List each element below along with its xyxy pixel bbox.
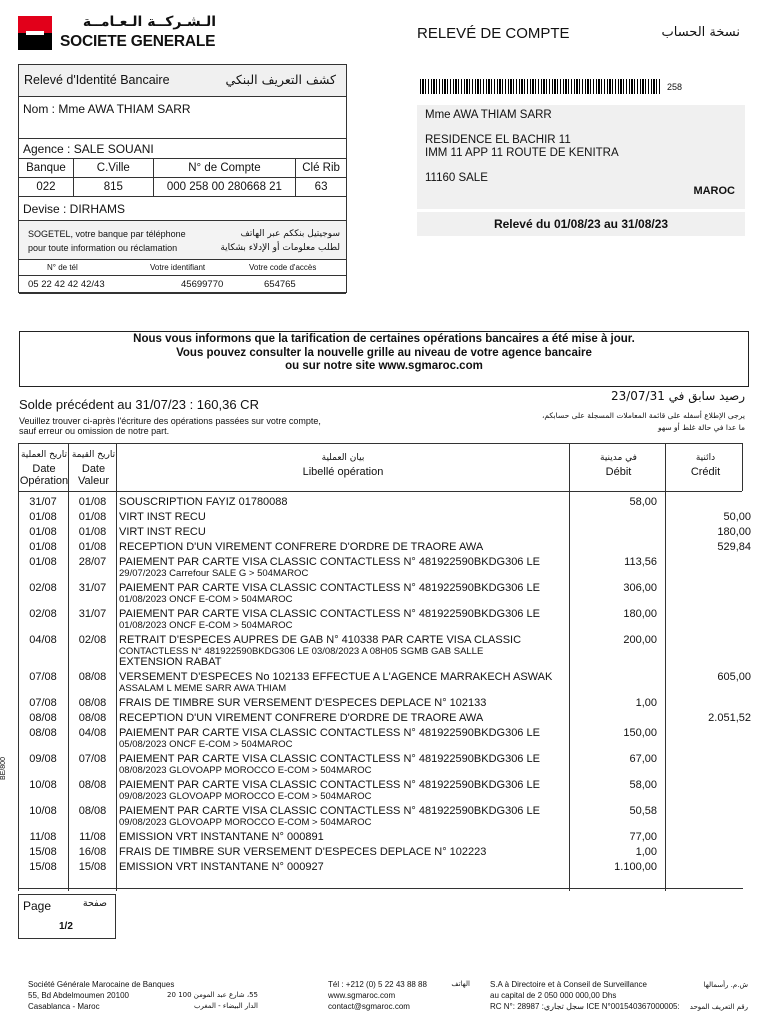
libelle-line-1: PAIEMENT PAR CARTE VISA CLASSIC CONTACTLESS N° 481922590BKDG306 LE [119, 727, 540, 739]
footer-legal [490, 979, 680, 1012]
date-operation: 07/08 [29, 671, 57, 683]
footer-phone-arabic: الهاتف [451, 980, 470, 988]
page-number: 1/2 [59, 921, 73, 932]
libelle-line-1: EMISSION VRT INSTANTANE N° 000891 [119, 831, 324, 843]
libelle-operation [119, 847, 565, 858]
date-operation: 10/08 [29, 779, 57, 791]
footer-company-ar-2: الدار البيضاء - المغرب [193, 1002, 258, 1010]
footer-website[interactable]: www.sgmaroc.com [328, 991, 396, 1000]
footer-legal-form: S.A à Directoire et à Conseil de Surveillance [490, 980, 647, 989]
date-valeur: 08/08 [78, 779, 107, 791]
date-valeur: 16/08 [78, 846, 107, 858]
rib-title: Relevé d'Identité Bancaire [24, 73, 170, 87]
header-libelle-label: Libellé opération [302, 466, 384, 478]
debit-amount: 77,00 [629, 831, 657, 843]
document-title: RELEVÉ DE COMPTE [417, 25, 570, 42]
date-operation: 15/08 [29, 861, 57, 873]
footer-legal-arabic [680, 979, 748, 1013]
libelle-line-1: FRAIS DE TIMBRE SUR VERSEMENT D'ESPECES DEPLACE N° 102133 [119, 697, 487, 709]
debit-amount: 306,00 [623, 582, 657, 594]
libelle-line-3: EXTENSION RABAT [119, 656, 222, 668]
debit-amount: 1,00 [635, 697, 657, 709]
statement-period: Relevé du 01/08/23 au 31/08/23 [417, 212, 745, 236]
debit-amount: 58,00 [629, 779, 657, 791]
sogetel-ar-line-2: لطلب معلومات أو الإدلاء بشكاية [220, 243, 340, 253]
debit-amount: 180,00 [623, 608, 657, 620]
previous-balance-arabic: رصيد سابق في 23/07/31 [610, 389, 745, 403]
debit-amount: 200,00 [623, 634, 657, 646]
phone-headers-row [19, 260, 346, 276]
footer-company-ar-1: 55، شارع عبد المومن 100 20 [167, 991, 258, 999]
libelle-operation [119, 583, 565, 605]
header-debit-label: Débit [605, 466, 632, 478]
col-banque: Banque [19, 159, 74, 178]
date-operation: 01/08 [29, 556, 57, 568]
ville-code: 815 [73, 178, 153, 197]
libelle-operation [119, 862, 565, 873]
debit-amount: 113,56 [624, 556, 657, 568]
footer-phone: Tél : +212 (0) 5 22 43 88 88 [328, 980, 427, 989]
banque-code: 022 [19, 178, 74, 197]
date-valeur: 01/08 [78, 526, 107, 538]
intro-text-arabic [480, 410, 745, 434]
address-name: Mme AWA THIAM SARR [425, 109, 552, 121]
date-operation: 02/08 [29, 582, 57, 594]
libelle-line-2: CONTACTLESS N° 481922590BKDG306 LE 03/08/2023 A 08H05 SGMB GAB SALLE [119, 646, 484, 657]
libelle-operation [119, 527, 565, 538]
access-code-header: Votre code d'accès [249, 263, 317, 272]
header-date-operation-ar: تاريخ العملية [20, 450, 68, 460]
header-credit-ar: دائنية [695, 453, 716, 463]
notice-line-3: ou sur notre site www.sgmaroc.com [285, 360, 483, 372]
phone-number: 05 22 42 42 42/43 [28, 279, 105, 290]
libelle-operation [119, 754, 565, 776]
footer-company-address: 55, Bd Abdelmoumen 20100 [28, 991, 129, 1000]
date-operation: 15/08 [29, 846, 57, 858]
credit-amount: 2.051,52 [708, 712, 751, 724]
footer-legal-ar-1: ش.م. رأسمالها [703, 981, 748, 989]
date-valeur: 08/08 [78, 697, 107, 709]
date-valeur: 04/08 [78, 727, 107, 739]
date-valeur: 01/08 [78, 541, 107, 553]
credit-amount: 605,00 [717, 671, 751, 683]
header-date-valeur-label: Date Valeur [78, 463, 109, 487]
date-operation: 01/08 [29, 541, 57, 553]
rib-table [18, 158, 347, 197]
intro-ar-line-1: يرجى الإطلاع أسفله على قائمة المعاملات المسجلة على حسابكم، [541, 411, 745, 420]
libelle-line-2: ASSALAM L MEME SARR AWA THIAM [119, 683, 287, 694]
date-operation: 11/08 [29, 831, 57, 843]
header-debit-ar: في مدينية [600, 453, 637, 463]
header-libelle [118, 452, 568, 478]
libelle-line-1: FRAIS DE TIMBRE SUR VERSEMENT D'ESPECES DEPLACE N° 102223 [119, 846, 487, 858]
col-ville: C.Ville [73, 159, 153, 178]
libelle-operation [119, 672, 565, 694]
credit-amount: 50,00 [723, 511, 751, 523]
libelle-line-1: PAIEMENT PAR CARTE VISA CLASSIC CONTACTLESS N° 481922590BKDG306 LE [119, 805, 540, 817]
sogetel-ar-line-1: سوجيتيل بنككم عبر الهاتف [240, 229, 340, 239]
libelle-line-1: VERSEMENT D'ESPECES No 102133 EFFECTUE A L'AGENCE MARRAKECH ASWAK [119, 671, 553, 683]
libelle-line-2: 09/08/2023 GLOVOAPP MOROCCO E-COM > 504MAROC [119, 791, 372, 802]
table-bottom-line [18, 888, 743, 889]
debit-amount: 150,00 [623, 727, 657, 739]
libelle-line-1: RETRAIT D'ESPECES AUPRES DE GAB N° 410338 PAR CARTE VISA CLASSIC [119, 634, 522, 646]
sogetel-text-arabic [220, 227, 340, 255]
intro-text [19, 416, 321, 436]
date-valeur: 31/07 [78, 608, 107, 620]
libelle-line-1: EMISSION VRT INSTANTANE N° 000927 [119, 861, 324, 873]
rib-header [19, 65, 346, 97]
date-valeur: 28/07 [78, 556, 107, 568]
header-date-operation-label: Date Opération [19, 463, 69, 487]
libelle-operation [119, 512, 565, 523]
access-code-value: 654765 [264, 279, 296, 290]
libelle-line-1: PAIEMENT PAR CARTE VISA CLASSIC CONTACTLESS N° 481922590BKDG306 LE [119, 753, 540, 765]
date-operation: 31/07 [29, 496, 57, 508]
footer-company-arabic [148, 990, 258, 1012]
tariff-notice [19, 331, 749, 387]
date-valeur: 31/07 [78, 582, 107, 594]
sogetel-row [19, 220, 346, 260]
date-valeur: 15/08 [78, 861, 107, 873]
debit-amount: 1,00 [635, 846, 657, 858]
account-number: 000 258 00 280668 21 [153, 178, 295, 197]
libelle-line-2: 01/08/2023 ONCF E-COM > 504MAROC [119, 594, 293, 605]
libelle-line-1: PAIEMENT PAR CARTE VISA CLASSIC CONTACTLESS N° 481922590BKDG306 LE [119, 582, 540, 594]
page-label-arabic: صفحة [82, 898, 107, 909]
header-date-valeur [70, 449, 117, 487]
identifier-header: Votre identifiant [150, 263, 206, 272]
page-label: Page [23, 899, 52, 913]
libelle-line-1: VIRT INST RECU [119, 511, 206, 523]
document-title-arabic: نسخة الحساب [661, 25, 740, 40]
date-valeur: 07/08 [78, 753, 107, 765]
header-date-valeur-ar: تاريخ القيمة [71, 450, 116, 460]
address-city: 11160 SALE [425, 172, 488, 184]
date-operation: 08/08 [29, 727, 57, 739]
date-valeur: 01/08 [78, 511, 107, 523]
footer-company-city: Casablanca - Maroc [28, 1002, 100, 1011]
sogetel-line-2: pour toute information ou réclamation [28, 243, 178, 253]
debit-amount: 58,00 [629, 496, 657, 508]
footer-registration: RC N°: 28987 :سجل تجاري ICE N°001540367000005: [490, 1002, 680, 1011]
rib-box [18, 64, 347, 293]
intro-line-2: sauf erreur ou omission de notre part. [19, 426, 170, 436]
date-operation: 07/08 [29, 697, 57, 709]
libelle-line-2: 01/08/2023 ONCF E-COM > 504MAROC [119, 620, 293, 631]
credit-amount: 529,84 [717, 541, 751, 553]
side-code: BE/800 [0, 757, 7, 780]
date-valeur: 01/08 [78, 496, 107, 508]
libelle-line-2: 09/08/2023 GLOVOAPP MOROCCO E-COM > 504MAROC [119, 817, 372, 828]
date-operation: 10/08 [29, 805, 57, 817]
header-libelle-ar: بيان العملية [321, 453, 365, 463]
date-operation: 04/08 [29, 634, 57, 646]
intro-ar-line-2: ما عدا في حالة غلط أو سهو [657, 423, 745, 432]
agency-name: Agence : SALE SOUANI [23, 142, 154, 156]
header-credit-label: Crédit [690, 466, 721, 478]
footer-company-name: Société Générale Marocaine de Banques [28, 980, 175, 989]
libelle-line-2: 29/07/2023 Carrefour SALE G > 504MAROC [119, 568, 309, 579]
societe-generale-logo-icon [18, 16, 52, 50]
libelle-line-1: SOUSCRIPTION FAYIZ 01780088 [119, 496, 288, 508]
libelle-operation [119, 497, 565, 508]
rib-title-arabic: كشف التعريف البنكي [225, 72, 336, 87]
page-box [18, 894, 116, 939]
account-holder-name: Nom : Mme AWA THIAM SARR [23, 102, 191, 116]
address-country: MAROC [693, 185, 735, 197]
date-operation: 01/08 [29, 526, 57, 538]
libelle-operation [119, 542, 565, 553]
footer-contact [328, 979, 427, 1012]
col-cle: Clé Rib [296, 159, 347, 178]
libelle-line-1: RECEPTION D'UN VIREMENT CONFRERE D'ORDRE DE TRAORE AWA [119, 541, 484, 553]
libelle-line-2: 05/08/2023 ONCF E-COM > 504MAROC [119, 739, 293, 750]
libelle-line-1: PAIEMENT PAR CARTE VISA CLASSIC CONTACTLESS N° 481922590BKDG306 LE [119, 608, 540, 620]
barcode-icon [420, 79, 660, 94]
date-valeur: 02/08 [78, 634, 107, 646]
notice-line-1: Nous vous informons que la tarification de certaines opérations bancaires a été mise à jour. [133, 333, 635, 345]
footer-legal-ar-2: رقم التعريف الموحد [689, 1003, 748, 1011]
col-compte: N° de Compte [153, 159, 295, 178]
rib-name-row [19, 97, 346, 139]
operations-header [18, 443, 743, 491]
libelle-operation [119, 832, 565, 843]
sogetel-line-1: SOGETEL, votre banque par téléphone [28, 229, 186, 239]
debit-amount: 1.100,00 [614, 861, 657, 873]
address-block [417, 105, 745, 209]
address-line-2: IMM 11 APP 11 ROUTE DE KENITRA [425, 147, 619, 159]
libelle-line-1: PAIEMENT PAR CARTE VISA CLASSIC CONTACTLESS N° 481922590BKDG306 LE [119, 779, 540, 791]
libelle-operation [119, 635, 565, 668]
libelle-operation [119, 728, 565, 750]
libelle-line-1: PAIEMENT PAR CARTE VISA CLASSIC CONTACTLESS N° 481922590BKDG306 LE [119, 556, 540, 568]
address-line-1: RESIDENCE EL BACHIR 11 [425, 134, 571, 146]
barcode-number: 258 [667, 82, 683, 92]
libelle-operation [119, 609, 565, 631]
header-date-operation [19, 449, 69, 487]
operations-table [18, 443, 751, 891]
credit-amount: 180,00 [717, 526, 751, 538]
date-operation: 09/08 [29, 753, 57, 765]
phone-values-row [19, 276, 346, 294]
previous-balance: Solde précédent au 31/07/23 : 160,36 CR [19, 397, 259, 412]
date-valeur: 08/08 [78, 712, 107, 724]
libelle-line-2: 08/08/2023 GLOVOAPP MOROCCO E-COM > 504MAROC [119, 765, 372, 776]
date-operation: 02/08 [29, 608, 57, 620]
debit-amount: 50,58 [629, 805, 657, 817]
date-operation: 01/08 [29, 511, 57, 523]
footer-email[interactable]: contact@sgmaroc.com [328, 1002, 410, 1011]
header-debit [571, 452, 666, 478]
intro-line-1: Veuillez trouver ci-après l'écriture des opérations passées sur votre compte, [19, 416, 321, 426]
date-operation: 08/08 [29, 712, 57, 724]
bank-name: SOCIETE GENERALE [60, 33, 216, 50]
rib-key: 63 [296, 178, 347, 197]
libelle-operation [119, 698, 565, 709]
libelle-operation [119, 806, 565, 828]
libelle-line-1: VIRT INST RECU [119, 526, 206, 538]
notice-line-2: Vous pouvez consulter la nouvelle grille au niveau de votre agence bancaire [176, 346, 592, 359]
libelle-operation [119, 557, 565, 579]
identifier-value: 45699770 [181, 279, 224, 290]
currency: Devise : DIRHAMS [23, 202, 126, 216]
date-valeur: 11/08 [79, 831, 106, 843]
libelle-operation [119, 713, 565, 724]
date-valeur: 08/08 [78, 805, 107, 817]
footer-capital: au capital de 2 050 000 000,00 Dhs [490, 991, 617, 1000]
debit-amount: 67,00 [629, 753, 657, 765]
header-credit [667, 452, 744, 478]
libelle-line-1: RECEPTION D'UN VIREMENT CONFRERE D'ORDRE DE TRAORE AWA [119, 712, 484, 724]
sogetel-text [28, 227, 186, 255]
phone-header: N° de tél [47, 263, 78, 272]
date-valeur: 08/08 [78, 671, 107, 683]
libelle-operation [119, 780, 565, 802]
bank-name-arabic: الـشـركــة الـعـامــة [82, 14, 216, 30]
